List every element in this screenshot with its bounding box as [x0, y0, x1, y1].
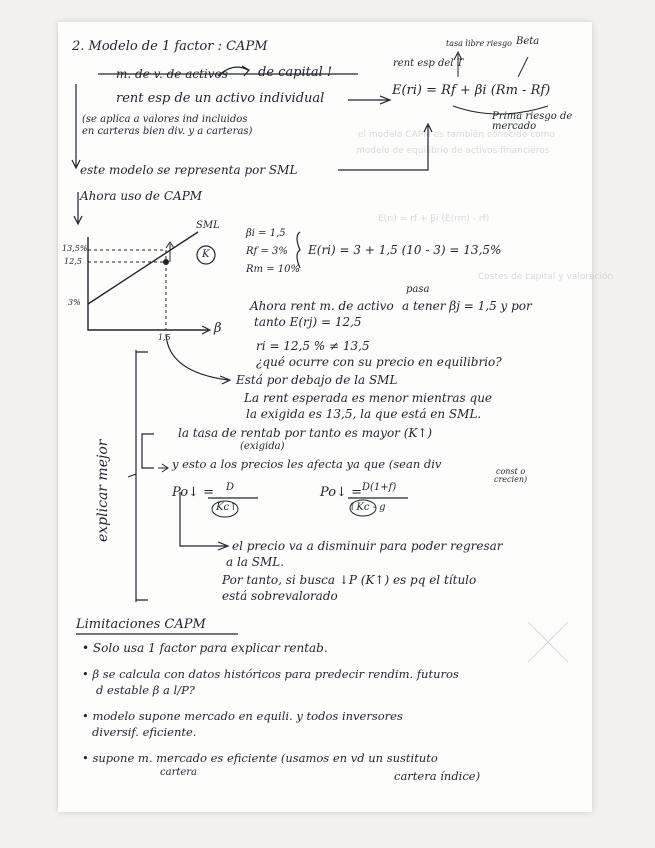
- const-o-label: const o: [496, 467, 526, 476]
- limitacion-3: • modelo supone mercado en equili. y todos inversores: [82, 709, 403, 723]
- limitacion-4b: cartera: [160, 767, 198, 778]
- limitacion-4c: cartera índice): [394, 769, 481, 783]
- limitacion-1: • Solo usa 1 factor para explicar rentab.: [82, 641, 328, 655]
- param-bi: βi = 1,5: [246, 228, 286, 239]
- ghost-text-4: Costes de capital y valoración: [478, 272, 614, 282]
- limitacion-2b: d estable β a l/P?: [96, 683, 195, 697]
- esta-debajo: Está por debajo de la SML: [236, 373, 398, 387]
- prima-riesgo-label: Prima riesgo de mercado: [492, 111, 573, 132]
- ghost-text-2: modelo de equilibrio de activos financieros: [356, 146, 550, 156]
- rent-esperada-1: La rent esperada es menor mientras que: [244, 391, 493, 405]
- se-aplica-2: en carteras bien div. y a carteras): [82, 126, 253, 137]
- pasa-label: pasa: [406, 284, 430, 295]
- notebook-page: [58, 22, 614, 812]
- tasa-rent: la tasa de rentab por tanto es mayor (K↑): [178, 426, 433, 440]
- formula-label-beta: Beta: [516, 36, 540, 47]
- graph-x-tick: 1,5: [158, 333, 171, 342]
- ahora-uso: Ahora uso de CAPM: [80, 189, 203, 203]
- po-right-num: D(1+f): [362, 482, 397, 493]
- po-right-den: ↑Kc - g: [348, 502, 386, 513]
- graph-y-top: 13,5%: [62, 244, 88, 253]
- po-left-num: D: [226, 482, 235, 493]
- capm-formula: E(ri) = Rf + βi (Rm - Rf): [392, 83, 551, 98]
- ahora-rent-2: a tener βj = 1,5 y por: [402, 299, 532, 313]
- limitacion-2-text: β se calcula con datos históricos para predecir rendim. futuros: [92, 667, 459, 681]
- limitacion-2: • β se calcula con datos históricos para predecir rendim. futuros: [82, 667, 459, 681]
- param-rm: Rm = 10%: [246, 264, 300, 275]
- sml-line: este modelo se representa por SML: [80, 163, 298, 177]
- limitacion-3-text: modelo supone mercado en equili. y todos inversores: [92, 709, 403, 723]
- graph-sml-label: SML: [196, 220, 220, 231]
- po-right: Po↓ =: [320, 485, 362, 500]
- line-rentesp: rent esp de un activo individual: [116, 91, 325, 106]
- ghost-text-1: el modelo CAPM es también conocido como: [358, 130, 555, 140]
- crecien-label: crecien): [494, 475, 528, 484]
- calc-line: E(ri) = 3 + 1,5 (10 - 3) = 13,5%: [308, 243, 502, 257]
- limitacion-3b: diversif. eficiente.: [92, 725, 197, 739]
- graph-y-mid: 12,5: [64, 257, 82, 266]
- formula-label-tasa: tasa libre riesgo: [446, 39, 512, 48]
- line-mdevact: m. de v. de activos: [116, 67, 228, 81]
- formula-label-rent: rent esp del T: [393, 58, 464, 69]
- param-rf: Rf = 3%: [246, 246, 288, 257]
- po-left: Po↓ =: [172, 485, 214, 500]
- ghost-text-3: E(ri) = rf + βi (E(rm) - rf): [378, 214, 490, 224]
- que-ocurre: ¿qué ocurre con su precio en equilibrio?: [256, 355, 502, 369]
- graph-y-low: 3%: [68, 298, 81, 307]
- limitaciones-title: Limitaciones CAPM: [76, 617, 206, 632]
- limitacion-1-text: Solo usa 1 factor para explicar rentab.: [92, 641, 328, 655]
- por-tanto-2: está sobrevalorado: [222, 589, 338, 603]
- line-decapital: de capital !: [258, 65, 333, 80]
- limitacion-4-text: supone m. mercado es eficiente (usamos en vd un sustituto: [92, 751, 438, 765]
- ahora-rent-3: tanto E(rj) = 12,5: [254, 315, 362, 329]
- ahora-rent-1: Ahora rent m. de activo: [250, 299, 394, 313]
- graph-x-axis: β: [214, 321, 222, 336]
- rent-esperada-2: la exigida es 13,5, la que está en SML.: [246, 407, 482, 421]
- explicar-mejor-label: explicar mejor: [95, 439, 111, 542]
- precio-2: a la SML.: [226, 555, 285, 569]
- precio-1: el precio va a disminuir para poder regresar: [232, 539, 503, 553]
- page-title: 2. Modelo de 1 factor : CAPM: [72, 39, 268, 54]
- graph-k-label: K: [202, 249, 210, 260]
- se-aplica-1: (se aplica a valores ind incluidos: [82, 114, 248, 125]
- esto-precios: y esto a los precios les afecta ya que (sean div: [172, 457, 442, 471]
- limitacion-4: • supone m. mercado es eficiente (usamos en vd un sustituto: [82, 751, 438, 765]
- exigida-label: (exigida): [240, 441, 285, 452]
- ri-line: ri = 12,5 % ≠ 13,5: [256, 339, 370, 353]
- po-left-den: Kc↑: [216, 502, 238, 513]
- por-tanto-1: Por tanto, si busca ↓P (K↑) es pq el título: [222, 573, 477, 587]
